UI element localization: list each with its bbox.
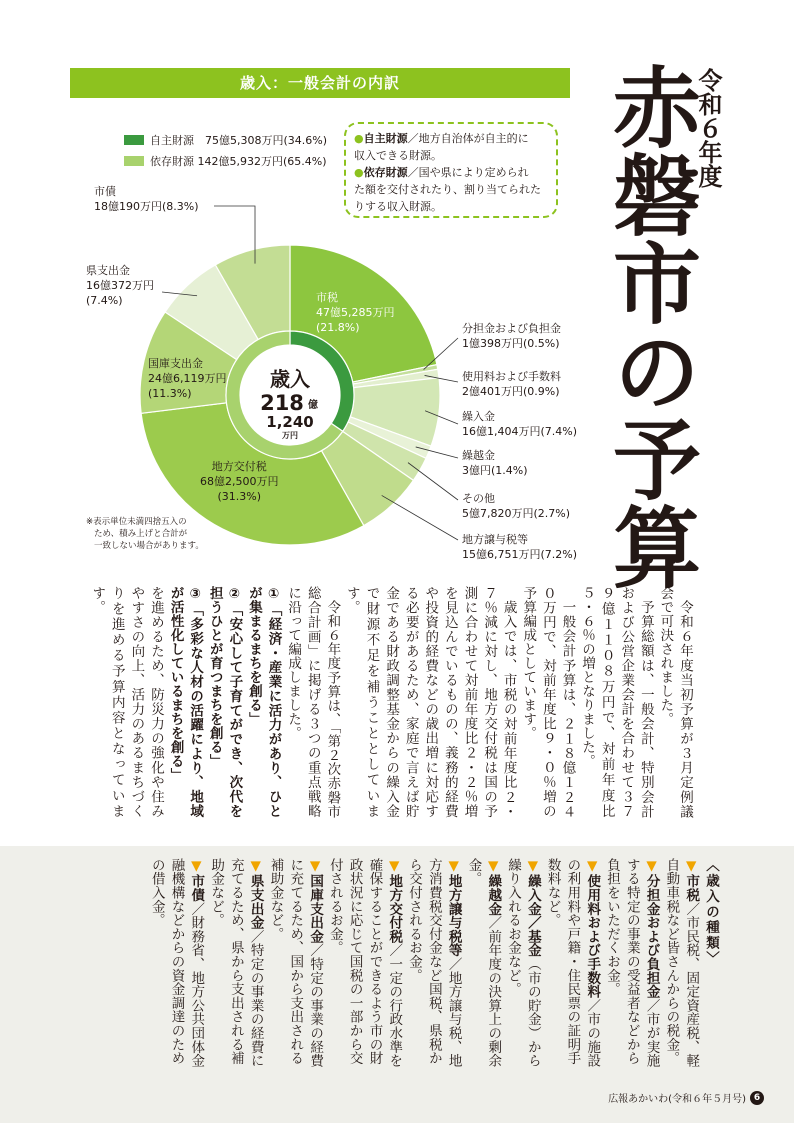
revenue-type-desc: ／市の施設の利用料や戸籍・住民票の証明手数料など。 [544,858,601,1068]
slice-label-transfer [462,409,577,439]
revenue-type-desc: （市の貯金）から繰り入れるお金など。 [505,858,541,1068]
slice-label-fees [462,369,561,399]
triangle-icon: ▼ [485,858,502,875]
page-subtitle: 令和６年度 [694,68,722,188]
revenue-type-item [661,858,701,1078]
slice-pct: (0.5%) [523,337,560,350]
footer-publication: 広報あかいわ(令和６年５月号) [608,1094,746,1105]
chart-center-value: 218 [260,391,304,415]
slice-pct: (11.3%) [148,387,192,400]
footnote-line: ※表示単位未満四捨五入の [86,517,187,527]
slice-name: 繰越金 [462,449,495,462]
slice-amount: 5億7,820万円 [462,507,534,520]
bullet-icon: ● [354,132,364,145]
slice-amount: 1億398万円 [462,337,523,350]
chart-footnote [86,516,204,552]
note-text: 収入できる財源。 [354,149,442,162]
paragraph: 予算総額は、一般会計、特別会計および公営企業会計を合わせて３７９億１１０８万円で、対前年度比５・６％の増となりました。 [579,586,654,818]
slice-pct: (21.8%) [316,321,360,334]
revenue-types-title: 〈歳入の種類〉 [703,858,719,967]
slice-amount: 16億372万円 [86,279,154,292]
paragraph: 令和６年度当初予算が３月定例議会で可決されました。 [657,586,693,818]
triangle-icon: ▼ [524,858,541,875]
strategy-item: ③「多彩な人材の活躍により、地域が活性化しているまちを創る」 [167,586,204,818]
chart-center-value2: 1,240 [266,413,314,431]
revenue-type-desc: ／前年度の決算上の剰余金。 [465,858,502,1068]
slice-label-transfer-tax [462,532,577,562]
triangle-icon: ▼ [386,858,403,875]
triangle-icon: ▼ [584,858,601,875]
note-text: た額を交付されたり、割り当てられた [354,183,541,196]
revenue-type-item [265,858,324,1078]
triangle-icon: ▼ [683,858,700,875]
triangle-icon: ▼ [445,858,462,875]
slice-amount: 68億2,500万円 [200,475,279,488]
strategy-item: ①「経済・産業に活力があり、ひとが集まるまちを創る」 [245,586,282,818]
slice-label-burden [462,321,561,351]
slice-amount: 3億円 [462,464,491,477]
chart-center-label: 歳入 [270,367,310,391]
page-title: 赤磐市の予算 [599,62,702,590]
slice-pct: (7.4%) [540,425,578,438]
revenue-type-item [205,858,264,1078]
triangle-icon: ▼ [247,858,264,875]
revenue-type-desc: ／特定の事業の経費に充てるため、県から支出される補助金など。 [208,858,264,1068]
slice-amount: 24億6,119万円 [148,372,227,385]
slice-label-national [148,356,227,401]
slice-label-bonds [94,184,199,214]
revenue-type-term: 使用料および手数料 [584,874,601,999]
revenue-types-list [80,858,720,1078]
footnote-line: 一致しない場合があります。 [94,541,204,551]
revenue-type-desc: ／市が実施する特定の事業の受益者などから負担をいただくお金。 [604,858,660,1068]
slice-pct: (0.9%) [523,385,560,398]
revenue-type-desc: ／財務省、地方公共団体金融機構などからの資金調達のための借入金。 [148,858,205,1068]
leader-line [408,463,458,500]
page-footer [608,1090,764,1105]
revenue-type-desc: ／特定の事業の経費に充てるため、国から支出される補助金など。 [267,858,324,1068]
legend-label: 自主財源 75億5,308万円(34.6%) [150,134,328,147]
revenue-type-term: 市税 [683,874,700,902]
strategy-item: ②「安心して子育てができ、次代を担うひとが育つまちを創る」 [206,586,243,818]
slice-amount: 16億1,404万円 [462,425,541,438]
note-text: りする収入財源。 [354,200,442,213]
slice-pct: (1.4%) [491,464,528,477]
chart-center-unit2: 万円 [282,431,298,440]
revenue-type-desc: ／市民税、固定資産税、軽自動車税など皆さんからの税金。 [663,858,700,1068]
slice-label-prefectural [86,263,154,308]
revenue-type-item [146,858,205,1078]
slice-label-other [462,491,570,521]
slice-label-carryover [462,448,528,478]
slice-name: 使用料および手数料 [462,370,561,383]
revenue-type-term: 分担金および負担金 [643,874,660,999]
slice-pct: (2.7%) [533,507,571,520]
paragraph: 一般会計予算は、２１８億１２４０万円で、対前年度比９・０％増の予算編成としています。 [520,586,576,818]
slice-label-city-tax [316,290,395,335]
bullet-icon: ● [354,166,364,179]
slice-name: 地方譲与税等 [462,533,528,546]
slice-amount: 47億5,285万円 [316,306,395,319]
slice-name: 国庫支出金 [148,357,203,370]
legend-label: 依存財源 142億5,932万円(65.4%) [150,155,327,168]
slice-amount: 18億190万円 [94,200,162,213]
slice-amount: 15億6,751万円 [462,548,541,561]
slice-pct: (7.4%) [86,294,123,307]
revenue-type-term: 市債 [188,874,205,902]
revenue-type-term: 地方譲与税等 [445,874,462,958]
triangle-icon: ▼ [307,858,324,875]
chart-center-unit: 億 [308,400,318,411]
revenue-type-term: 繰入金／基金 [524,874,541,958]
paragraph: 令和６年度予算は、「第２次赤磐市総合計画」に掲げる３つの重点戦略に沿って編成しました。 [285,586,341,818]
revenue-type-desc: ／一定の行政水準を確保することができるよう市の財政状況に応じて国税の一部から交付されるお金。 [326,858,403,1068]
slice-name: 市債 [94,185,116,198]
section-title: 歳入：一般会計の内訳 [239,74,400,92]
slice-pct: (31.3%) [217,490,262,503]
slice-pct: (8.3%) [162,200,199,213]
slice-name: 分担金および負担金 [462,322,561,335]
revenue-type-item [542,858,601,1078]
slice-name: 県支出金 [86,264,130,277]
slice-name: 繰入金 [462,410,495,423]
note-term: 依存財源 [363,166,408,179]
revenue-type-item [324,858,403,1078]
revenue-type-item [601,858,660,1078]
paragraph: を進めるため、防災力の強化や住みやすさの向上、活力のあるまちづくりを進める予算内容となっています。 [89,586,164,818]
page-number: 6 [750,1091,764,1105]
body-article [62,586,694,818]
slice-name: 地方交付税 [211,460,267,473]
revenue-type-item [502,858,542,1078]
revenue-type-term: 国庫支出金 [307,874,324,944]
footnote-line: ため、積み上げと合計が [94,529,188,539]
slice-name: 市税 [316,291,338,304]
leader-line [382,495,458,540]
revenue-type-desc: ／地方譲与税、地方消費税交付金など国税、県税から交付されるお金。 [406,858,462,1068]
revenue-type-term: 県支出金 [247,874,264,930]
triangle-icon: ▼ [188,858,205,875]
slice-label-local-grant [200,459,279,504]
revenue-type-item [403,858,462,1078]
note-text: ／国や県により定められ [407,166,529,179]
revenue-type-term: 繰越金 [485,874,502,916]
paragraph: 歳入では、市税の対前年度比２・７％減に対し、地方交付税は国の予測に合わせて対前年度比２・２％増を見込んでいるものの、義務的経費や投資的経費などの歳出増に対応する必要があるため、家庭で言えば貯金である財政調整基金からの繰入金で財源不足を補うこととしています。 [343,586,517,818]
note-term: 自主財源 [363,132,408,145]
note-text: ／地方自治体が自主的に [407,132,529,145]
slice-pct: (7.2%) [540,548,578,561]
slice-amount: 2億401万円 [462,385,523,398]
slice-name: その他 [462,492,495,505]
triangle-icon: ▼ [643,858,660,875]
revenue-type-item [463,858,503,1078]
revenue-type-term: 地方交付税 [386,874,403,944]
